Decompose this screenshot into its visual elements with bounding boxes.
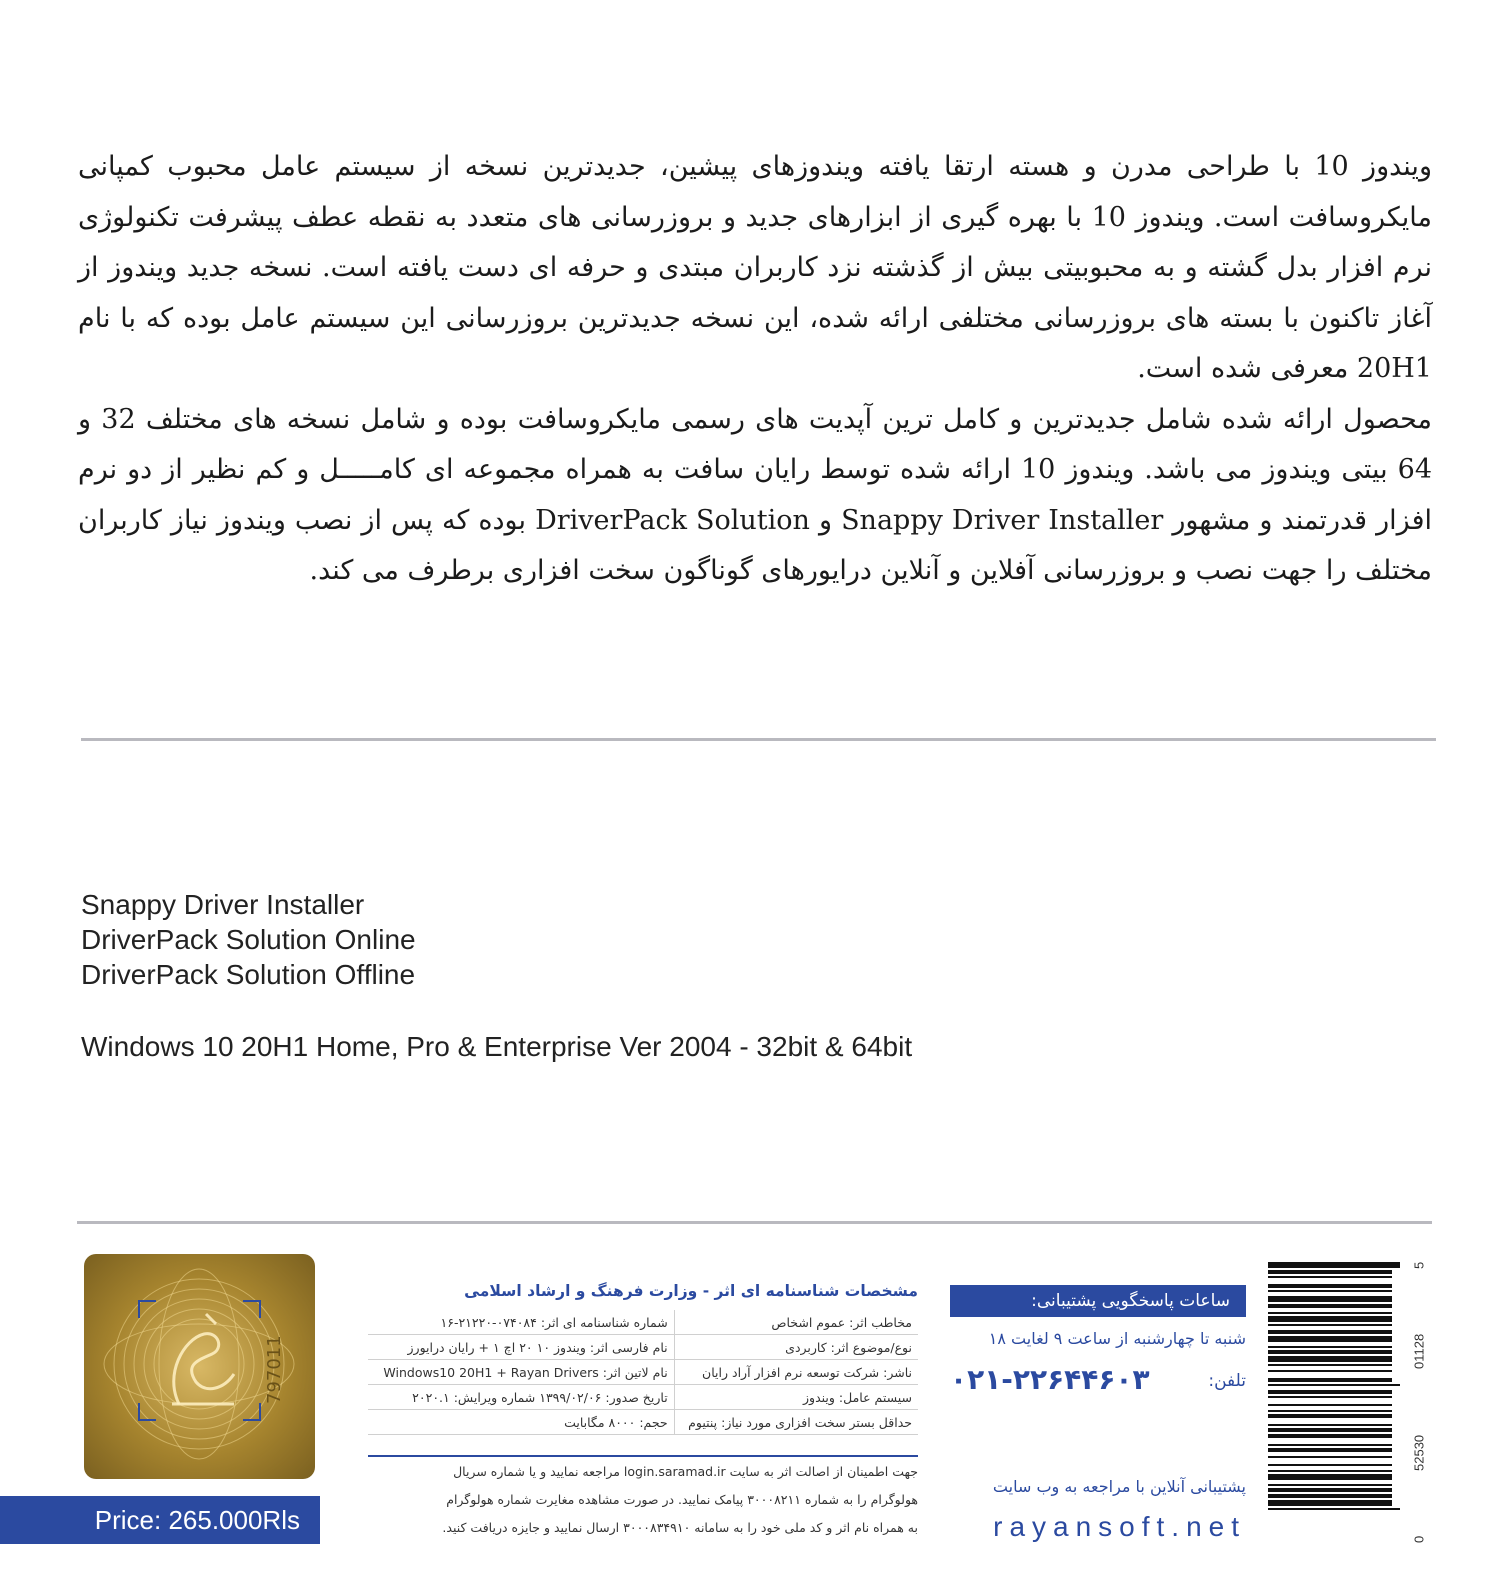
barcode-bar <box>1268 1350 1392 1354</box>
barcode-bar <box>1268 1424 1392 1426</box>
included-tools-list <box>81 887 416 992</box>
product-description <box>78 142 1432 597</box>
barcode-bar <box>1268 1488 1392 1492</box>
description-paragraph-2: محصول ارائه شده شامل جدیدترین و کامل ترین آپدیت های رسمی مایکروسافت بوده و شامل نسخه های مختلف 32 و 64 بیتی ویندوز می باشد. ویندوز 10 ارائه شده توسط رایان سافت به همراه مجموعه ای کامـــــل و کم نظیر از دو نرم افزار قدرتمند و مشهور Snappy Driver Installer و DriverPack Solution بوده که پس از نصب ویندوز نیاز کاربران مختلف را جهت نصب و بروزرسانی آفلاین و آنلاین درایورهای گوناگون سخت افزاری برطرف می کند. <box>78 403 1433 586</box>
barcode-bar <box>1268 1414 1392 1418</box>
identity-cell: مخاطب اثر: عموم اشخاص <box>674 1310 918 1335</box>
barcode-bar <box>1268 1500 1392 1506</box>
barcode-bar <box>1268 1304 1392 1308</box>
identity-separator <box>368 1455 918 1457</box>
tool-item: DriverPack Solution Online <box>81 924 416 955</box>
support-days: شنبه تا چهارشنبه از ساعت ۹ لغایت ۱۸ <box>988 1329 1246 1348</box>
barcode-bar <box>1268 1276 1392 1278</box>
table-row <box>368 1335 918 1360</box>
table-row <box>368 1410 918 1435</box>
phone-label: تلفن: <box>1208 1371 1246 1391</box>
identity-title: مشخصات شناسنامه ای اثر - وزارت فرهنگ و ارشاد اسلامی <box>464 1282 918 1300</box>
barcode-bar <box>1268 1370 1392 1372</box>
identity-cell: حجم: ۸۰۰۰ مگابایت <box>368 1410 674 1435</box>
authenticity-note-line: به همراه نام اثر و کد ملی خود را به سامانه ۳۰۰۰۸۳۴۹۱۰ ارسال نمایید و جایزه دریافت کنید. <box>442 1520 918 1535</box>
table-row <box>368 1310 918 1335</box>
identity-cell: تاریخ صدور: ۱۳۹۹/۰۲/۰۶ شماره ویرایش: ۲۰۲۰.۱ <box>368 1385 674 1410</box>
identity-cell: نام لاتین اثر: Windows10 20H1 + Rayan Drivers <box>368 1360 674 1385</box>
hologram-pattern <box>84 1254 315 1479</box>
hologram-serial: 797011 <box>264 1335 285 1404</box>
table-row <box>368 1385 918 1410</box>
version-line: Windows 10 20H1 Home, Pro & Enterprise Ver 2004 - 32bit & 64bit <box>81 1031 913 1062</box>
website-link[interactable]: rayansoft.net <box>993 1511 1246 1542</box>
authenticity-note-line: جهت اطمینان از اصالت اثر به سایت login.saramad.ir مراجعه نمایید و یا شماره سریال <box>453 1464 918 1479</box>
barcode-bars <box>1268 1262 1400 1543</box>
barcode-digits <box>1410 1262 1428 1543</box>
table-row <box>368 1360 918 1385</box>
barcode-bar <box>1268 1356 1392 1362</box>
barcode-bar <box>1268 1494 1392 1498</box>
price-label: Price: 265.000Rls <box>0 1496 320 1544</box>
identity-cell: شماره شناسنامه ای اثر: ۰۷۴۰۸۴-۲۱۲۲۰-۱۶ <box>368 1310 674 1335</box>
barcode-bar <box>1268 1390 1392 1394</box>
hologram-corner <box>243 1403 261 1421</box>
barcode-bar <box>1268 1364 1392 1366</box>
barcode-bar <box>1268 1378 1392 1382</box>
tool-item: DriverPack Solution Offline <box>81 959 416 990</box>
barcode-bar <box>1268 1384 1400 1386</box>
barcode-bar <box>1268 1508 1400 1510</box>
authenticity-note-line: هولوگرام را به شماره ۳۰۰۰۸۲۱۱ پیامک نمایید. در صورت مشاهده مغایرت شماره هولوگرام <box>446 1492 918 1507</box>
barcode-bar <box>1268 1396 1392 1398</box>
phone-number: ۰۲۱-۲۲۶۴۴۶۰۳ <box>950 1363 1150 1396</box>
hologram-seal <box>84 1254 315 1479</box>
barcode-bar <box>1268 1336 1392 1342</box>
identity-cell: نام فارسی اثر: ویندوز ۱۰ ۲۰ اچ ۱ + رایان درایورز <box>368 1335 674 1360</box>
hologram-corner <box>138 1403 156 1421</box>
barcode-digit-group: 0 <box>1411 1535 1427 1543</box>
barcode-bar <box>1268 1444 1392 1446</box>
barcode-bar <box>1268 1464 1392 1466</box>
hologram-corner <box>138 1300 156 1318</box>
barcode-bar <box>1268 1410 1392 1412</box>
identity-cell: سیستم عامل: ویندوز <box>674 1385 918 1410</box>
barcode-bar <box>1268 1404 1392 1406</box>
barcode-bar <box>1268 1434 1392 1438</box>
divider-top <box>81 738 1436 741</box>
barcode-bar <box>1268 1284 1392 1288</box>
barcode-bar <box>1268 1296 1392 1302</box>
barcode-bar <box>1268 1316 1392 1322</box>
barcode-bar <box>1268 1346 1392 1348</box>
divider-bottom <box>77 1221 1432 1224</box>
barcode-bar <box>1268 1312 1392 1314</box>
barcode-digit-group: 52530 <box>1411 1434 1427 1471</box>
hologram-corner <box>243 1300 261 1318</box>
tool-item: Snappy Driver Installer <box>81 889 365 920</box>
identity-box <box>368 1282 918 1541</box>
identity-cell: ناشر: شرکت توسعه نرم افزار آراد رایان <box>674 1360 918 1385</box>
barcode-digit-group: 01128 <box>1411 1334 1427 1370</box>
barcode-bar <box>1268 1324 1392 1326</box>
barcode-bar <box>1268 1262 1400 1268</box>
identity-cell: نوع/موضوع اثر: کاربردی <box>674 1335 918 1360</box>
description-paragraph-1: ویندوز 10 با طراحی مدرن و هسته ارتقا یافته ویندوزهای پیشین، جدیدترین نسخه از سیستم عامل محبوب کمپانی مایکروسافت است. ویندوز 10 با بهره گیری از ابزارهای جدید و بروزرسانی های متعدد به نقطه عطف پیشرفت تکنولوژی نرم افزار بدل گشته و به محبوبیتی بیش از گذشته نزد کاربران مبتدی و حرفه ای دست یافته است. نسخه جدید ویندوز از آغاز تاکنون با بسته های بروزرسانی مختلفی ارائه شده، این نسخه جدیدترین بروزرسانی این سیستم عامل بوده که با نام 20H1 معرفی شده است. <box>78 151 1432 384</box>
barcode-bar <box>1268 1470 1392 1472</box>
identity-table <box>368 1310 918 1435</box>
online-support-text: پشتیبانی آنلاین با مراجعه به وب سایت <box>992 1477 1246 1496</box>
barcode-bar <box>1268 1270 1392 1274</box>
barcode-digit-group: 5 <box>1411 1262 1427 1270</box>
barcode-bar <box>1268 1448 1392 1452</box>
barcode-bar <box>1268 1484 1392 1486</box>
identity-cell: حداقل بستر سخت افزاری مورد نیاز: پنتیوم <box>674 1410 918 1435</box>
support-hours-title: ساعات پاسخگویی پشتیبانی: <box>950 1285 1246 1317</box>
barcode-bar <box>1268 1456 1392 1458</box>
barcode-bar <box>1268 1330 1392 1334</box>
barcode-bar <box>1268 1290 1392 1292</box>
barcode-bar <box>1268 1428 1392 1432</box>
barcode-bar <box>1268 1474 1392 1480</box>
barcode <box>1268 1262 1428 1543</box>
